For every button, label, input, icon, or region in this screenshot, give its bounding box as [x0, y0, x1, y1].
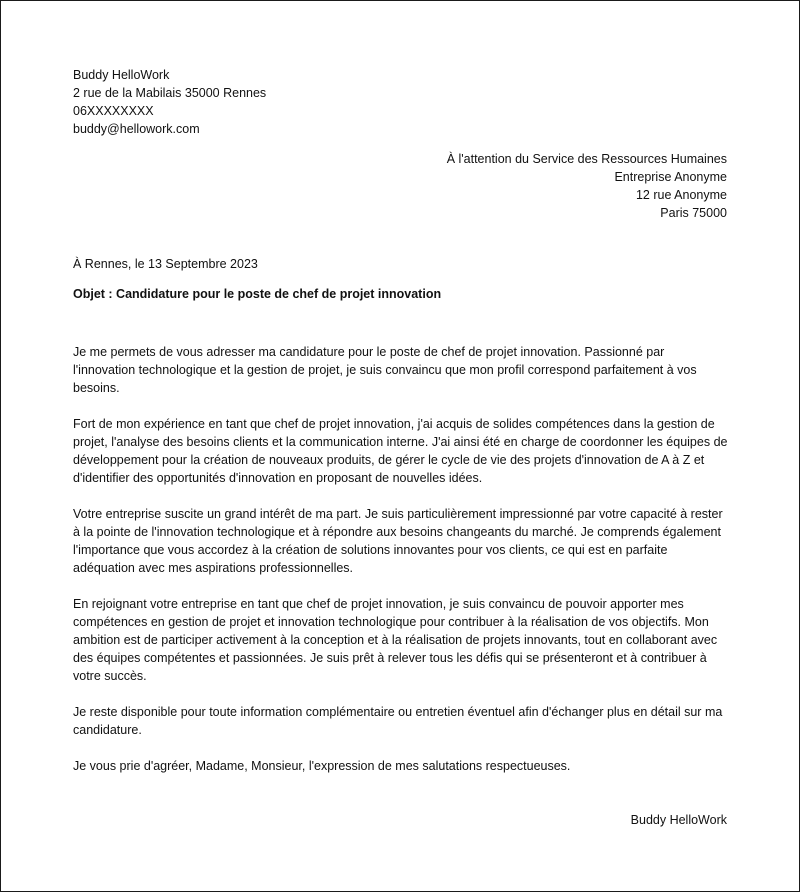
sender-name: Buddy HelloWork — [73, 68, 170, 82]
place-date: À Rennes, le 13 Septembre 2023 — [73, 257, 258, 271]
sender-address: 2 rue de la Mabilais 35000 Rennes — [73, 86, 267, 100]
paragraph-experience: Fort de mon expérience en tant que chef de projet innovation, j'ai acquis de solides compétences dans la gestion de projet, l'analyse des besoins clients et la communication interne. J'ai ainsi été en charge de coordonner les équipes de développement pour la création de nouveaux produits, de gérer le cycle de vie des projets d'innovation de A à Z et d'identifier des opportunités d'innovation en proposant de nouvelles idées. — [73, 417, 728, 485]
sender-email: buddy@hellowork.com — [73, 122, 200, 136]
recipient-attention: À l'attention du Service des Ressources Humaines — [446, 152, 727, 166]
sender-block — [73, 66, 266, 138]
recipient-block — [447, 150, 727, 222]
paragraph-availability: Je reste disponible pour toute information complémentaire ou entretien éventuel afin d'échanger plus en détail sur ma candidature. — [73, 705, 723, 737]
paragraph-company-interest: Votre entreprise suscite un grand intérêt de ma part. Je suis particulièrement impressionné par votre capacité à rester à la pointe de l'innovation technologique et à répondre aux besoins changeants du marché. Je comprends également l'importance que vous accordez à la création de solutions innovantes pour vos clients, ce qui est en parfaite adéquation avec mes aspirations professionnelles. — [73, 507, 723, 575]
paragraph-intro: Je me permets de vous adresser ma candidature pour le poste de chef de projet innovation. Passionné par l'innovation technologique et la gestion de projet, je suis convaincu que mon profil correspond parfaitement à vos besoins. — [73, 345, 697, 395]
paragraph-closing: Je vous prie d'agréer, Madame, Monsieur, l'expression de mes salutations respectueuses. — [73, 759, 571, 773]
letter-subject: Objet : Candidature pour le poste de chef de projet innovation — [73, 287, 442, 301]
recipient-company: Entreprise Anonyme — [614, 170, 727, 184]
recipient-street: 12 rue Anonyme — [635, 188, 727, 202]
signature: Buddy HelloWork — [630, 813, 727, 827]
letter-body — [73, 343, 729, 793]
paragraph-motivation: En rejoignant votre entreprise en tant que chef de projet innovation, je suis convaincu de pouvoir apporter mes compétences en gestion de projet et innovation technologique pour contribuer à la réalisation de vos objectifs. Mon ambition est de participer activement à la conception et à la réalisation de projets innovants, tout en collaborant avec des équipes compétentes et passionnées. Je suis prêt à relever tous les défis qui se présenteront et à contribuer à votre succès. — [73, 597, 718, 683]
recipient-city: Paris 75000 — [660, 206, 727, 220]
sender-phone: 06XXXXXXXX — [73, 104, 154, 118]
